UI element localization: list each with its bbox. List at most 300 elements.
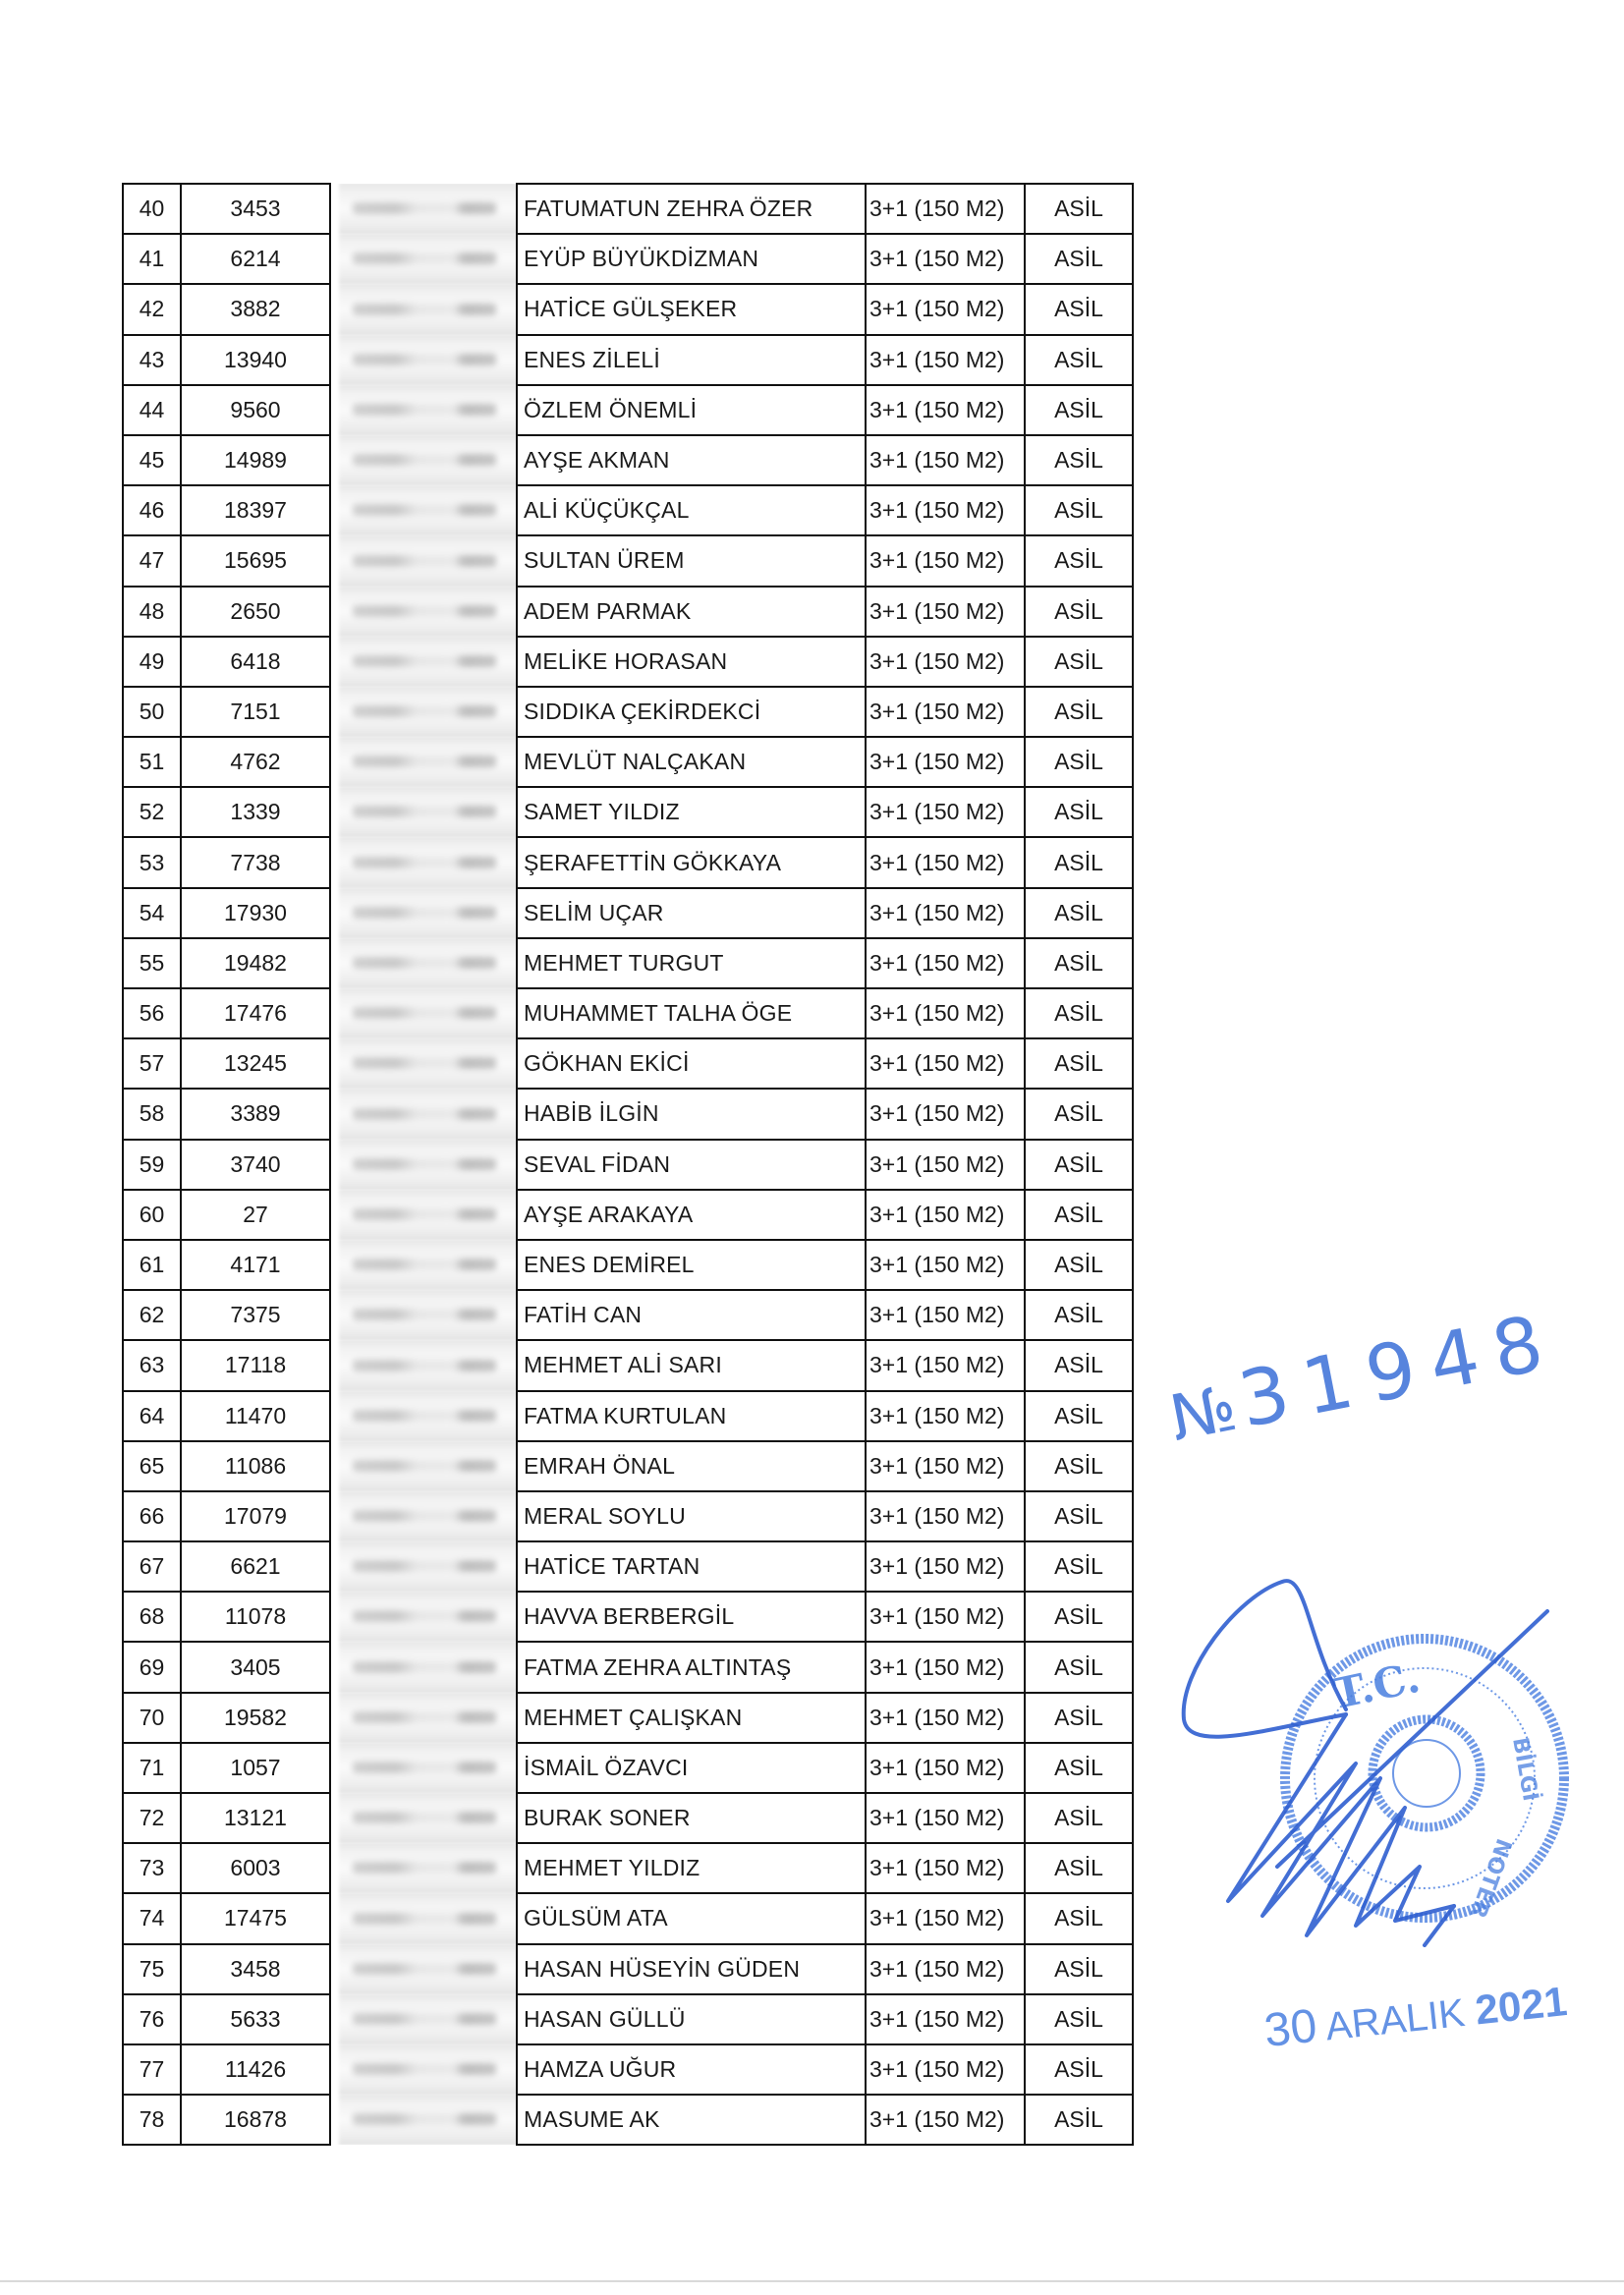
name-cell: BURAK SONER: [517, 1793, 866, 1843]
table-row: [123, 1843, 1133, 1893]
name-cell: GÜLSÜM ATA: [517, 1893, 866, 1943]
row-index-cell: 64: [123, 1391, 181, 1441]
registry-number: 31948: [1232, 1297, 1566, 1446]
status-cell: ASİL: [1025, 1290, 1133, 1340]
unit-type-cell: 3+1 (150 M2): [866, 535, 1025, 586]
redaction-blur: [339, 1240, 517, 1290]
unit-type-cell: 3+1 (150 M2): [866, 1140, 1025, 1190]
masked-id-cell: [330, 1944, 517, 1994]
table-row: [123, 687, 1133, 737]
name-cell: FATİH CAN: [517, 1290, 866, 1340]
name-cell: FATMA KURTULAN: [517, 1391, 866, 1441]
name-cell: İSMAİL ÖZAVCI: [517, 1743, 866, 1793]
row-index-cell: 56: [123, 988, 181, 1038]
status-cell: ASİL: [1025, 1491, 1133, 1541]
application-number-cell: 6418: [181, 637, 330, 687]
masked-id-cell: [330, 535, 517, 586]
status-cell: ASİL: [1025, 1743, 1133, 1793]
masked-id-cell: [330, 1994, 517, 2044]
table-row: [123, 284, 1133, 334]
table-row: [123, 1944, 1133, 1994]
name-cell: MEHMET ÇALIŞKAN: [517, 1693, 866, 1743]
redaction-blur: [339, 1190, 517, 1240]
status-cell: ASİL: [1025, 988, 1133, 1038]
application-number-cell: 1339: [181, 787, 330, 837]
application-number-cell: 6214: [181, 234, 330, 284]
masked-id-cell: [330, 1592, 517, 1642]
status-cell: ASİL: [1025, 888, 1133, 938]
application-number-cell: 18397: [181, 485, 330, 535]
row-index-cell: 40: [123, 184, 181, 234]
date-month: ARALIK: [1323, 1990, 1468, 2049]
unit-type-cell: 3+1 (150 M2): [866, 1391, 1025, 1441]
redaction-blur: [339, 787, 517, 837]
name-cell: ENES DEMİREL: [517, 1240, 866, 1290]
status-cell: ASİL: [1025, 485, 1133, 535]
table-row: [123, 335, 1133, 385]
unit-type-cell: 3+1 (150 M2): [866, 1592, 1025, 1642]
redaction-blur: [339, 938, 517, 988]
redaction-blur: [339, 988, 517, 1038]
status-cell: ASİL: [1025, 1190, 1133, 1240]
row-index-cell: 52: [123, 787, 181, 837]
redaction-blur: [339, 1089, 517, 1139]
redaction-blur: [339, 1541, 517, 1592]
redaction-blur: [339, 1140, 517, 1190]
application-number-cell: 5633: [181, 1994, 330, 2044]
application-number-cell: 7151: [181, 687, 330, 737]
application-number-cell: 13245: [181, 1038, 330, 1089]
redaction-blur: [339, 2095, 517, 2145]
status-cell: ASİL: [1025, 1994, 1133, 2044]
name-cell: EMRAH ÖNAL: [517, 1441, 866, 1491]
table-row: [123, 1140, 1133, 1190]
row-index-cell: 61: [123, 1240, 181, 1290]
name-cell: EYÜP BÜYÜKDİZMAN: [517, 234, 866, 284]
row-index-cell: 46: [123, 485, 181, 535]
status-cell: ASİL: [1025, 1441, 1133, 1491]
table-row: [123, 1491, 1133, 1541]
row-index-cell: 53: [123, 837, 181, 887]
status-cell: ASİL: [1025, 938, 1133, 988]
table-row: [123, 2044, 1133, 2095]
unit-type-cell: 3+1 (150 M2): [866, 1793, 1025, 1843]
redaction-blur: [339, 1592, 517, 1642]
application-number-cell: 17930: [181, 888, 330, 938]
masked-id-cell: [330, 1340, 517, 1390]
application-number-cell: 6621: [181, 1541, 330, 1592]
unit-type-cell: 3+1 (150 M2): [866, 1441, 1025, 1491]
masked-id-cell: [330, 687, 517, 737]
table-row: [123, 1642, 1133, 1692]
unit-type-cell: 3+1 (150 M2): [866, 687, 1025, 737]
table-row: [123, 1693, 1133, 1743]
application-number-cell: 6003: [181, 1843, 330, 1893]
application-number-cell: 3405: [181, 1642, 330, 1692]
name-cell: SEVAL FİDAN: [517, 1140, 866, 1190]
masked-id-cell: [330, 1140, 517, 1190]
status-cell: ASİL: [1025, 1240, 1133, 1290]
application-number-cell: 11078: [181, 1592, 330, 1642]
name-cell: ALİ KÜÇÜKÇAL: [517, 485, 866, 535]
redaction-blur: [339, 1693, 517, 1743]
status-cell: ASİL: [1025, 587, 1133, 637]
row-index-cell: 69: [123, 1642, 181, 1692]
row-index-cell: 62: [123, 1290, 181, 1340]
row-index-cell: 54: [123, 888, 181, 938]
allocation-list-table: [122, 183, 1134, 2146]
name-cell: MEVLÜT NALÇAKAN: [517, 737, 866, 787]
masked-id-cell: [330, 1693, 517, 1743]
redaction-blur: [339, 2044, 517, 2095]
status-cell: ASİL: [1025, 435, 1133, 485]
table-row: [123, 1290, 1133, 1340]
masked-id-cell: [330, 938, 517, 988]
redaction-blur: [339, 1843, 517, 1893]
row-index-cell: 66: [123, 1491, 181, 1541]
status-cell: ASİL: [1025, 1793, 1133, 1843]
row-index-cell: 74: [123, 1893, 181, 1943]
row-index-cell: 45: [123, 435, 181, 485]
unit-type-cell: 3+1 (150 M2): [866, 184, 1025, 234]
application-number-cell: 17079: [181, 1491, 330, 1541]
row-index-cell: 51: [123, 737, 181, 787]
application-number-cell: 3740: [181, 1140, 330, 1190]
masked-id-cell: [330, 1290, 517, 1340]
masked-id-cell: [330, 1038, 517, 1089]
table-row: [123, 385, 1133, 435]
masked-id-cell: [330, 988, 517, 1038]
unit-type-cell: 3+1 (150 M2): [866, 888, 1025, 938]
redaction-blur: [339, 385, 517, 435]
redaction-blur: [339, 284, 517, 334]
status-cell: ASİL: [1025, 737, 1133, 787]
application-number-cell: 13121: [181, 1793, 330, 1843]
redaction-blur: [339, 1642, 517, 1692]
row-index-cell: 55: [123, 938, 181, 988]
table-row: [123, 184, 1133, 234]
date-year: 2021: [1473, 1977, 1570, 2034]
row-index-cell: 71: [123, 1743, 181, 1793]
status-cell: ASİL: [1025, 687, 1133, 737]
masked-id-cell: [330, 1441, 517, 1491]
status-cell: ASİL: [1025, 234, 1133, 284]
row-index-cell: 72: [123, 1793, 181, 1843]
unit-type-cell: 3+1 (150 M2): [866, 1541, 1025, 1592]
status-cell: ASİL: [1025, 1893, 1133, 1943]
status-cell: ASİL: [1025, 284, 1133, 334]
application-number-cell: 3458: [181, 1944, 330, 1994]
masked-id-cell: [330, 385, 517, 435]
masked-id-cell: [330, 1743, 517, 1793]
table-row: [123, 1541, 1133, 1592]
masked-id-cell: [330, 284, 517, 334]
table-row: [123, 234, 1133, 284]
redaction-blur: [339, 234, 517, 284]
redaction-blur: [339, 1340, 517, 1390]
row-index-cell: 67: [123, 1541, 181, 1592]
redaction-blur: [339, 837, 517, 887]
application-number-cell: 7738: [181, 837, 330, 887]
masked-id-cell: [330, 1190, 517, 1240]
name-cell: HASAN GÜLLÜ: [517, 1994, 866, 2044]
status-cell: ASİL: [1025, 2095, 1133, 2145]
masked-id-cell: [330, 2095, 517, 2145]
unit-type-cell: 3+1 (150 M2): [866, 1491, 1025, 1541]
unit-type-cell: 3+1 (150 M2): [866, 1089, 1025, 1139]
masked-id-cell: [330, 1893, 517, 1943]
row-index-cell: 63: [123, 1340, 181, 1390]
row-index-cell: 59: [123, 1140, 181, 1190]
application-number-cell: 4762: [181, 737, 330, 787]
application-number-cell: 16878: [181, 2095, 330, 2145]
unit-type-cell: 3+1 (150 M2): [866, 2044, 1025, 2095]
application-number-cell: 3882: [181, 284, 330, 334]
status-cell: ASİL: [1025, 1944, 1133, 1994]
masked-id-cell: [330, 587, 517, 637]
status-cell: ASİL: [1025, 787, 1133, 837]
application-number-cell: 13940: [181, 335, 330, 385]
unit-type-cell: 3+1 (150 M2): [866, 587, 1025, 637]
name-cell: SELİM UÇAR: [517, 888, 866, 938]
masked-id-cell: [330, 1240, 517, 1290]
unit-type-cell: 3+1 (150 M2): [866, 1038, 1025, 1089]
masked-id-cell: [330, 1391, 517, 1441]
table-row: [123, 2095, 1133, 2145]
unit-type-cell: 3+1 (150 M2): [866, 737, 1025, 787]
masked-id-cell: [330, 335, 517, 385]
unit-type-cell: 3+1 (150 M2): [866, 1190, 1025, 1240]
row-index-cell: 49: [123, 637, 181, 687]
unit-type-cell: 3+1 (150 M2): [866, 1843, 1025, 1893]
status-cell: ASİL: [1025, 1038, 1133, 1089]
unit-type-cell: 3+1 (150 M2): [866, 1240, 1025, 1290]
application-number-cell: 14989: [181, 435, 330, 485]
unit-type-cell: 3+1 (150 M2): [866, 837, 1025, 887]
name-cell: MEHMET ALİ SARI: [517, 1340, 866, 1390]
redaction-blur: [339, 687, 517, 737]
numero-sign: №: [1164, 1371, 1243, 1457]
masked-id-cell: [330, 1491, 517, 1541]
name-cell: FATMA ZEHRA ALTINTAŞ: [517, 1642, 866, 1692]
row-index-cell: 60: [123, 1190, 181, 1240]
redaction-blur: [339, 888, 517, 938]
name-cell: SULTAN ÜREM: [517, 535, 866, 586]
table-row: [123, 1340, 1133, 1390]
name-cell: HATİCE TARTAN: [517, 1541, 866, 1592]
application-number-cell: 9560: [181, 385, 330, 435]
redaction-blur: [339, 435, 517, 485]
name-cell: HABİB İLGİN: [517, 1089, 866, 1139]
masked-id-cell: [330, 485, 517, 535]
masked-id-cell: [330, 184, 517, 234]
masked-id-cell: [330, 1793, 517, 1843]
application-number-cell: 11470: [181, 1391, 330, 1441]
table-row: [123, 1190, 1133, 1240]
unit-type-cell: 3+1 (150 M2): [866, 234, 1025, 284]
table-row: [123, 1089, 1133, 1139]
status-cell: ASİL: [1025, 1541, 1133, 1592]
table-row: [123, 1441, 1133, 1491]
redaction-blur: [339, 1893, 517, 1943]
masked-id-cell: [330, 234, 517, 284]
registry-number-stamp: [1162, 1297, 1566, 1459]
unit-type-cell: 3+1 (150 M2): [866, 2095, 1025, 2145]
name-cell: HATİCE GÜLŞEKER: [517, 284, 866, 334]
unit-type-cell: 3+1 (150 M2): [866, 1944, 1025, 1994]
name-cell: ÖZLEM ÖNEMLİ: [517, 385, 866, 435]
redaction-blur: [339, 1038, 517, 1089]
redaction-blur: [339, 1793, 517, 1843]
application-number-cell: 19582: [181, 1693, 330, 1743]
row-index-cell: 47: [123, 535, 181, 586]
name-cell: AYŞE ARAKAYA: [517, 1190, 866, 1240]
application-number-cell: 3453: [181, 184, 330, 234]
table-row: [123, 1793, 1133, 1843]
masked-id-cell: [330, 1541, 517, 1592]
masked-id-cell: [330, 435, 517, 485]
unit-type-cell: 3+1 (150 M2): [866, 988, 1025, 1038]
name-cell: MELİKE HORASAN: [517, 637, 866, 687]
row-index-cell: 42: [123, 284, 181, 334]
table-row: [123, 637, 1133, 687]
row-index-cell: 41: [123, 234, 181, 284]
name-cell: SAMET YILDIZ: [517, 787, 866, 837]
redaction-blur: [339, 1491, 517, 1541]
masked-id-cell: [330, 737, 517, 787]
masked-id-cell: [330, 1089, 517, 1139]
row-index-cell: 57: [123, 1038, 181, 1089]
name-cell: ADEM PARMAK: [517, 587, 866, 637]
status-cell: ASİL: [1025, 637, 1133, 687]
status-cell: ASİL: [1025, 1089, 1133, 1139]
name-cell: SIDDIKA ÇEKİRDEKCİ: [517, 687, 866, 737]
redaction-blur: [339, 1944, 517, 1994]
table-row: [123, 837, 1133, 887]
svg-text:NOTER: NOTER: [1464, 1834, 1516, 1922]
svg-text:T.C.: T.C.: [1329, 1652, 1425, 1718]
table-row: [123, 535, 1133, 586]
application-number-cell: 17476: [181, 988, 330, 1038]
status-cell: ASİL: [1025, 184, 1133, 234]
unit-type-cell: 3+1 (150 M2): [866, 787, 1025, 837]
name-cell: MEHMET YILDIZ: [517, 1843, 866, 1893]
redaction-blur: [339, 535, 517, 586]
name-cell: AYŞE AKMAN: [517, 435, 866, 485]
row-index-cell: 44: [123, 385, 181, 435]
application-number-cell: 11086: [181, 1441, 330, 1491]
unit-type-cell: 3+1 (150 M2): [866, 1340, 1025, 1390]
unit-type-cell: 3+1 (150 M2): [866, 1693, 1025, 1743]
table-row: [123, 485, 1133, 535]
masked-id-cell: [330, 888, 517, 938]
redaction-blur: [339, 1290, 517, 1340]
date-stamp: [1261, 1973, 1569, 2058]
masked-id-cell: [330, 637, 517, 687]
redaction-blur: [339, 335, 517, 385]
table-row: [123, 737, 1133, 787]
unit-type-cell: 3+1 (150 M2): [866, 637, 1025, 687]
row-index-cell: 73: [123, 1843, 181, 1893]
unit-type-cell: 3+1 (150 M2): [866, 284, 1025, 334]
redaction-blur: [339, 1994, 517, 2044]
masked-id-cell: [330, 1642, 517, 1692]
table-row: [123, 1240, 1133, 1290]
table-row: [123, 587, 1133, 637]
row-index-cell: 77: [123, 2044, 181, 2095]
application-number-cell: 3389: [181, 1089, 330, 1139]
row-index-cell: 75: [123, 1944, 181, 1994]
masked-id-cell: [330, 787, 517, 837]
row-index-cell: 58: [123, 1089, 181, 1139]
redaction-blur: [339, 1743, 517, 1793]
application-number-cell: 7375: [181, 1290, 330, 1340]
unit-type-cell: 3+1 (150 M2): [866, 1743, 1025, 1793]
status-cell: ASİL: [1025, 1340, 1133, 1390]
status-cell: ASİL: [1025, 1140, 1133, 1190]
redaction-blur: [339, 587, 517, 637]
status-cell: ASİL: [1025, 1391, 1133, 1441]
table-row: [123, 888, 1133, 938]
name-cell: ŞERAFETTİN GÖKKAYA: [517, 837, 866, 887]
unit-type-cell: 3+1 (150 M2): [866, 385, 1025, 435]
table-row: [123, 1893, 1133, 1943]
masked-id-cell: [330, 2044, 517, 2095]
unit-type-cell: 3+1 (150 M2): [866, 435, 1025, 485]
redaction-blur: [339, 737, 517, 787]
row-index-cell: 68: [123, 1592, 181, 1642]
name-cell: GÖKHAN EKİCİ: [517, 1038, 866, 1089]
application-number-cell: 19482: [181, 938, 330, 988]
row-index-cell: 70: [123, 1693, 181, 1743]
table-row: [123, 1391, 1133, 1441]
unit-type-cell: 3+1 (150 M2): [866, 485, 1025, 535]
application-number-cell: 17118: [181, 1340, 330, 1390]
application-number-cell: 15695: [181, 535, 330, 586]
status-cell: ASİL: [1025, 535, 1133, 586]
name-cell: HASAN HÜSEYİN GÜDEN: [517, 1944, 866, 1994]
application-number-cell: 1057: [181, 1743, 330, 1793]
table-row: [123, 1592, 1133, 1642]
date-day: 30: [1261, 1999, 1319, 2058]
redaction-blur: [339, 485, 517, 535]
masked-id-cell: [330, 837, 517, 887]
table-row: [123, 988, 1133, 1038]
status-cell: ASİL: [1025, 2044, 1133, 2095]
table-body: [123, 184, 1133, 2145]
redaction-blur: [339, 1391, 517, 1441]
name-cell: MASUME AK: [517, 2095, 866, 2145]
name-cell: MERAL SOYLU: [517, 1491, 866, 1541]
application-number-cell: 17475: [181, 1893, 330, 1943]
page-edge-line: [0, 2280, 1624, 2282]
table-row: [123, 938, 1133, 988]
status-cell: ASİL: [1025, 335, 1133, 385]
unit-type-cell: 3+1 (150 M2): [866, 1290, 1025, 1340]
redaction-blur: [339, 1441, 517, 1491]
application-number-cell: 11426: [181, 2044, 330, 2095]
unit-type-cell: 3+1 (150 M2): [866, 1994, 1025, 2044]
application-number-cell: 27: [181, 1190, 330, 1240]
status-cell: ASİL: [1025, 1843, 1133, 1893]
row-index-cell: 78: [123, 2095, 181, 2145]
name-cell: HAMZA UĞUR: [517, 2044, 866, 2095]
table-row: [123, 1994, 1133, 2044]
status-cell: ASİL: [1025, 1693, 1133, 1743]
unit-type-cell: 3+1 (150 M2): [866, 938, 1025, 988]
table-row: [123, 787, 1133, 837]
row-index-cell: 50: [123, 687, 181, 737]
